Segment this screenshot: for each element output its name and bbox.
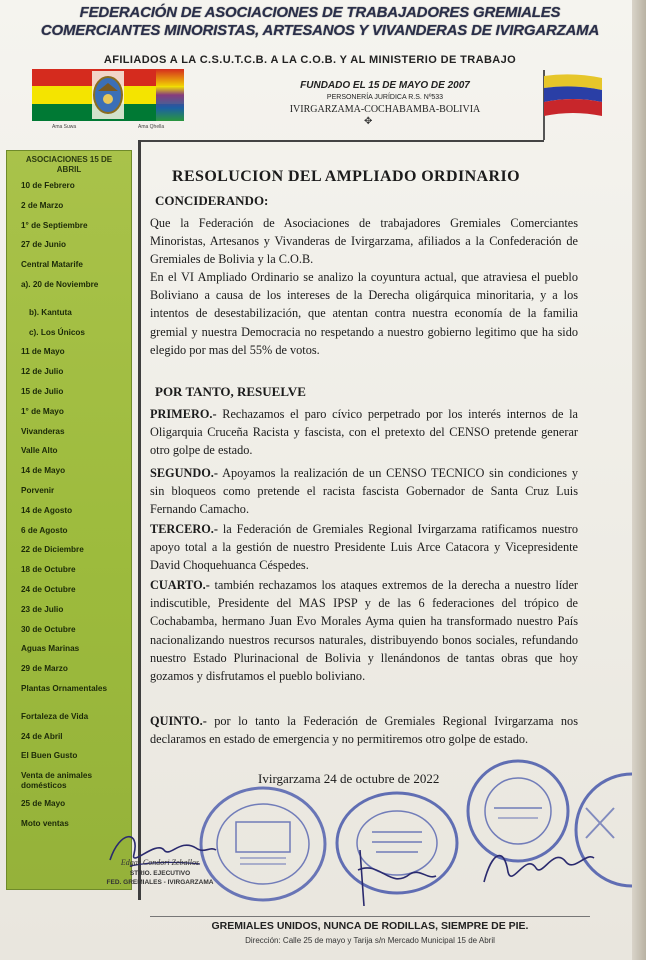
article-text: Rechazamos el paro cívico perpetrado por los interés internos de la Oligarquia Cruceña Racista y fascista, con el pretexto del CENSO pretende generar otro golpe de estado. <box>150 407 578 458</box>
sidebar-item: 29 de Marzo <box>21 664 68 674</box>
article-text: también rechazamos los ataques extremos de la derecha a nuestro líder indiscutible, Presidente del MAS IPSP y de las 6 federaciones del trópico de Cochabamba, hermano Juan Evo Morales Ayma quien ha transformado nuestro País nacionalizando nuestros recursos naturales, distribuyendo bonos sociales, refundando nuestro Estado Plurinacional de Bolivia y llenándonos de tantas obras que hoy gozamos y disfrutamos el pueblo boliviano. <box>150 578 578 684</box>
sidebar-item: 14 de Mayo <box>21 466 66 476</box>
signer-org: FED. GREMIALES - IVIRGARZAMA <box>106 879 214 886</box>
signer-name: Edgar Condori Zeballos <box>120 858 200 867</box>
bolivia-flag-icon <box>32 69 184 121</box>
sidebar-item: Plantas Ornamentales <box>21 684 108 693</box>
footer-rule <box>150 916 590 917</box>
article-quinto <box>150 712 578 748</box>
vertical-rule <box>138 140 141 900</box>
location-line: IVIRGARZAMA-COCHABAMBA-BOLIVIA <box>289 104 481 115</box>
considering-paragraph-2: En el VI Ampliado Ordinario se analizo la coyuntura actual, que atraviesa el pueblo Boliviano a causa de los intereses de la Derecha oligárquica minoritaria, y a los intentos de desestabilización, que atentan contra nuestra economía de la familia gremial y nuestra Democracia no respetando a nuestro gobierno legitimo que ha sido elegido por mas del 55% de votos. <box>150 270 578 357</box>
footer-motto: GREMIALES UNIDOS, NUNCA DE RODILLAS, SIEMPRE DE PIE. <box>211 920 529 932</box>
sidebar-item: 25 de Mayo <box>21 799 66 808</box>
article-segundo <box>150 464 578 519</box>
sidebar-item: 27 de Junio <box>21 240 67 250</box>
signature-market <box>350 840 440 910</box>
sidebar-item: 30 de Octubre <box>21 624 76 634</box>
article-text: la Federación de Gremiales Regional Ivirgarzama ratificamos nuestro apoyo total a la gestión de nuestro Presidente Luis Arce Catacora y Vicepresidente David Choquehuanca Céspedes. <box>150 522 578 573</box>
article-label: TERCERO.- <box>150 522 218 536</box>
sidebar-item: 6 de Agosto <box>21 525 68 535</box>
sidebar-item: Porvenir <box>21 486 55 495</box>
sidebar-item: 15 de Julio <box>21 387 64 396</box>
sidebar-item: 2 de Marzo <box>21 200 64 210</box>
regional-flag-icon <box>544 74 602 118</box>
article-tercero <box>150 520 578 575</box>
sidebar-item: 11 de Mayo <box>21 347 65 357</box>
sidebar-item: 1° de Mayo <box>21 406 64 416</box>
sidebar-item: Central Matarife <box>21 260 83 270</box>
article-label: QUINTO.- <box>150 714 207 728</box>
article-text: por lo tanto la Federación de Gremiales Regional Ivirgarzama nos declaramos en estado de emergencia y no permitiremos otro golpe de estado. <box>150 714 578 747</box>
article-label: CUARTO.- <box>150 578 210 592</box>
resolve-heading: POR TANTO, RESUELVE <box>155 384 306 399</box>
article-cuarto <box>150 576 578 685</box>
sidebar-item: 14 de Agosto <box>21 505 73 515</box>
sidebar-item: Aguas Marinas <box>21 644 80 654</box>
sidebar-heading: ASOCIACIONES 15 DE ABRIL <box>25 155 113 174</box>
considering-heading: CONCIDERANDO: <box>155 193 269 208</box>
signer-role: STRIO. EJECUTIVO <box>129 870 191 877</box>
header-rule <box>140 140 544 142</box>
sidebar-item: 12 de Julio <box>21 367 64 377</box>
affiliation-line: AFILIADOS A LA C.S.U.T.C.B. A LA C.O.B. Y AL MINISTERIO DE TRABAJO <box>103 54 517 66</box>
sidebar-item: Moto ventas <box>21 818 69 828</box>
sidebar-item: 18 de Octubre <box>21 565 76 575</box>
legal-person-line: PERSONERÍA JURÍDICA R.S. Nº533 <box>326 94 444 101</box>
associations-sidebar <box>6 150 132 890</box>
sidebar-item: 1° de Septiembre <box>21 220 88 230</box>
paper-edge <box>632 0 646 960</box>
sidebar-item: 24 de Abril <box>21 731 63 741</box>
resolution-title: RESOLUCION DEL AMPLIADO ORDINARIO <box>172 168 520 185</box>
sidebar-item: c). Los Únicos <box>29 327 85 337</box>
sidebar-item: 10 de Febrero <box>21 181 75 190</box>
sidebar-item: Venta de animales domésticos <box>21 771 92 791</box>
sidebar-item: 23 de Julio <box>21 604 64 614</box>
sidebar-item: 24 de Octubre <box>21 585 76 594</box>
document-date: Ivirgarzama 24 de octubre de 2022 <box>258 771 440 786</box>
article-label: PRIMERO.- <box>150 407 217 421</box>
sidebar-item: El Buen Gusto <box>21 751 78 761</box>
article-text: Apoyamos la realización de un CENSO TECNICO sin condiciones y sin bloqueos como pretende el racista fascista Gobernador de Santa Cruz Luis Fernando Camacho. <box>150 466 578 517</box>
founded-line: FUNDADO EL 15 DE MAYO DE 2007 <box>300 80 470 91</box>
footer-address: Dirección: Calle 25 de mayo y Tarija s/n Mercado Municipal 15 de Abril <box>245 936 495 945</box>
considering-paragraph-1: Que la Federación de Asociaciones de trabajadores Gremiales Comerciantes Minoristas, Artesanos y Vivanderas de Ivirgarzama, afiliados a la Confederación de Gremiales de Bolivia y la C.O.B. <box>150 216 578 267</box>
signature-september <box>478 832 598 892</box>
sidebar-item: Fortaleza de Vida <box>21 711 89 721</box>
article-label: SEGUNDO.- <box>150 466 218 480</box>
sidebar-item: a). 20 de Noviembre <box>21 280 99 289</box>
sidebar-item: Vivanderas <box>21 426 65 436</box>
sidebar-item: Valle Alto <box>21 446 58 456</box>
article-primero <box>150 405 578 460</box>
sidebar-item: 22 de Diciembre <box>21 545 84 555</box>
flag-caption-right: Ama Qhella <box>138 124 165 130</box>
sidebar-item: b). Kantuta <box>29 307 72 317</box>
federation-title: FEDERACIÓN DE ASOCIACIONES DE TRABAJADORES GREMIALES COMERCIANTES MINORISTAS, ARTESANOS Y VIVANDERAS DE IVIRGARZAMA <box>40 4 600 39</box>
flag-caption-left: Ama Suwa <box>52 124 77 130</box>
diamond-icon: ✥ <box>364 116 373 127</box>
